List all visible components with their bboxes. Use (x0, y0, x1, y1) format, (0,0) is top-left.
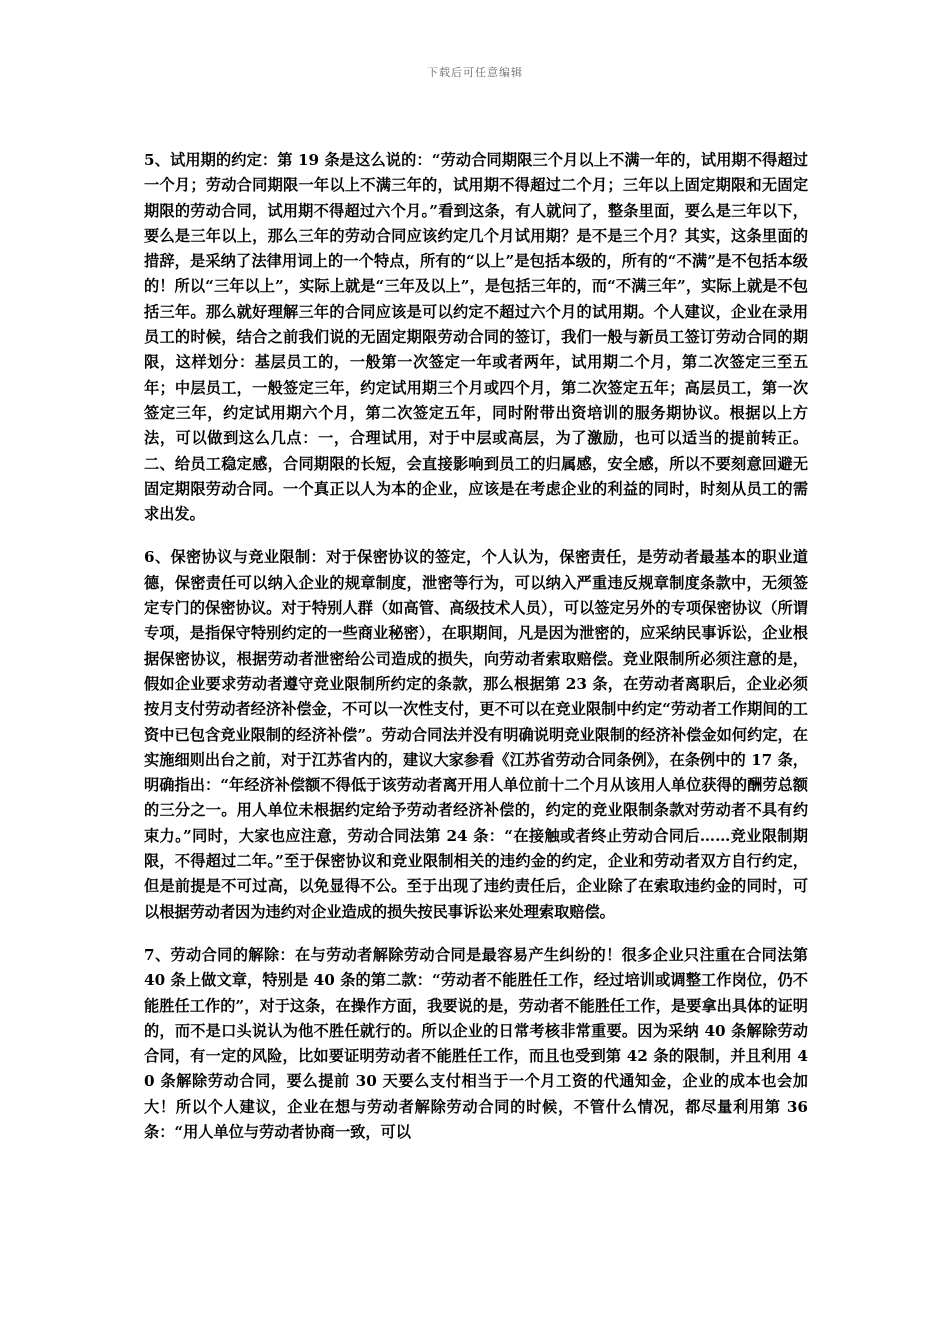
paragraph-contract-termination: 7、劳动合同的解除：在与劳动者解除劳动合同是最容易产生纠纷的！很多企业只注重在合同法第 40 条上做文章，特别是 40 条的第二款：“劳动者不能胜任工作，经过培训或调整工作岗位，仍不能胜任工作的”，对于这条，在操作方面，我要说的是，劳动者不能胜任工作，是要拿出具体的证明的，而不是口头说认为他不胜任就行的。所以企业的日常考核非常重要。因为采纳 40 条解除劳动合同，有一定的风险，比如要证明劳动者不能胜任工作，而且也受到第 42 条的限制，并且利用 40 条解除劳动合同，要么提前 30 天要么支付相当于一个月工资的代通知金，企业的成本也会加大！所以个人建议，企业在想与劳动者解除劳动合同的时候，不管什么情况，都尽量利用第 36 条：“用人单位与劳动者协商一致，可以 (144, 945, 808, 1141)
paragraph-probation-period: 5、试用期的约定：第 19 条是这么说的：“劳动合同期限三个月以上不满一年的，试用期不得超过一个月；劳动合同期限一年以上不满三年的，试用期不得超过二个月；三年以上固定期限和无固定期限的劳动合同，试用期不得超过六个月。”看到这条，有人就问了，整条里面，要么是三年以下，要么是三年以上，那么三年的劳动合同应该约定几个月试用期？是不是三个月？其实，这条里面的措辞，是采纳了法律用词上的一个特点，所有的“以上”是包括本级的，所有的“不满”是不包括本级的！所以“三年以上”，实际上就是“三年及以上”，是包括三年的，而“不满三年”，实际上就是不包括三年。那么就好理解三年的合同应该是可以约定不超过六个月的试用期。个人建议，企业在录用员工的时候，结合之前我们说的无固定期限劳动合同的签订，我们一般与新员工签订劳动合同的期限，这样划分：基层员工的，一般第一次签定一年或者两年，试用期二个月，第二次签定三至五年；中层员工，一般签定三年，约定试用期三个月或四个月，第二次签定五年；高层员工，第一次签定三年，约定试用期六个月，第二次签定五年，同时附带出资培训的服务期协议。根据以上方法，可以做到这么几点：一，合理试用，对于中层或高层，为了激励，也可以适当的提前转正。二、给员工稳定感，合同期限的长短，会直接影响到员工的归属感，安全感，所以不要刻意回避无固定期限劳动合同。一个真正以人为本的企业，应该是在考虑企业的利益的同时，时刻从员工的需求出发。 (144, 151, 808, 524)
document-body (144, 148, 808, 1163)
download-note-header: 下载后可任意编辑 (427, 66, 523, 79)
paragraph-confidentiality-non-compete: 6、保密协议与竞业限制：对于保密协议的签定，个人认为，保密责任，是劳动者最基本的职业道德，保密责任可以纳入企业的规章制度，泄密等行为，可以纳入严重违反规章制度条款中，无须签定专门的保密协议。对于特别人群（如高管、高级技术人员），可以签定另外的专项保密协议（所谓专项，是指保守特别约定的一些商业秘密），在职期间，凡是因为泄密的，应采纳民事诉讼，企业根据保密协议，根据劳动者泄密给公司造成的损失，向劳动者索取赔偿。竞业限制所必须注意的是，假如企业要求劳动者遵守竞业限制所约定的条款，那么根据第 23 条，在劳动者离职后，企业必须按月支付劳动者经济补偿金，不可以一次性支付，更不可以在竞业限制中约定“劳动者工作期间的工资中已包含竞业限制的经济补偿”。劳动合同法并没有明确说明竞业限制的经济补偿金如何约定，在实施细则出台之前，对于江苏省内的，建议大家参看《江苏省劳动合同条例》，在条例中的 17 条，明确指出：“年经济补偿额不得低于该劳动者离开用人单位前十二个月从该用人单位获得的酬劳总额的三分之一。用人单位未根据约定给予劳动者经济补偿的，约定的竞业限制条款对劳动者不具有约束力。”同时，大家也应注意，劳动合同法第 24 条：“在接触或者终止劳动合同后……竞业限制期限，不得超过二年。”至于保密协议和竞业限制相关的违约金的约定，企业和劳动者双方自行约定，但是前提是不可过高，以免显得不公。至于出现了违约责任后，企业除了在索取违约金的同时，可以根据劳动者因为违约对企业造成的损失按民事诉讼来处理索取赔偿。 (144, 548, 808, 921)
